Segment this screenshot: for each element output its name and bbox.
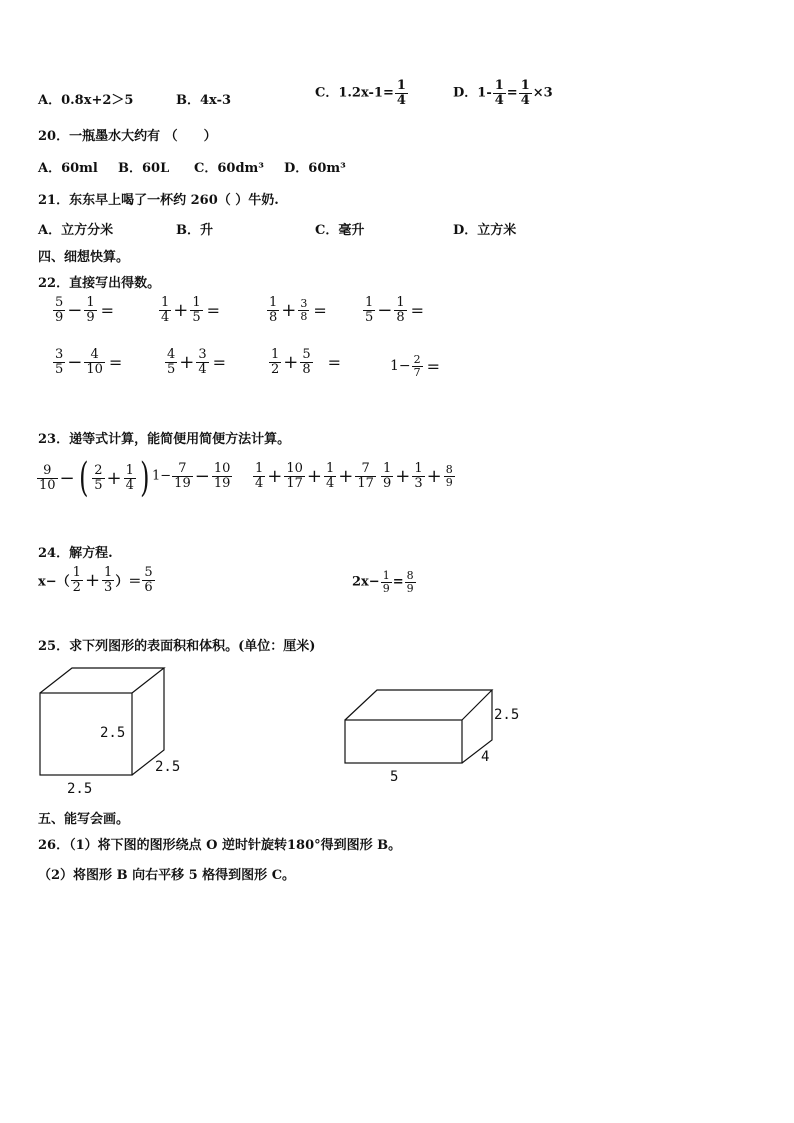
q20-option-c: C．60dm³ [194,161,264,176]
q21-option-c: C．毫升 [315,223,365,238]
cuboid-top-face [345,690,492,720]
cuboid-front-face [345,720,462,763]
q23-expr-2: 1− $\frac{7}{19}$ − $\frac{10}{19}$ [152,461,231,491]
q23-expr-4: $\frac{1}{9}$ + $\frac{1}{3}$ + $\frac{8}{9}$ [383,461,453,491]
q22-expr-5: $\frac{3}{5}$ − $\frac{4}{10}$ = [55,347,123,377]
q22-title: 22．直接写出得数。 [38,276,161,291]
cube-depth-label: 2.5 [155,759,181,775]
q21-title: 21．东东早上喝了一杯约 260（ ）牛奶. [38,193,279,208]
cube-width-label: 2.5 [67,781,93,797]
cuboid-figure [335,680,535,790]
q20-option-d: D．60m³ [284,161,346,176]
q21-option-b: B．升 [176,223,213,238]
q25-title: 25．求下列图形的表面积和体积。(单位：厘米) [38,639,316,654]
q20-title: 20．一瓶墨水大约有 （ ） [38,129,217,144]
cube-top-face [40,668,164,693]
cube-figure [30,660,200,800]
q22-expr-1: $\frac{5}{9}$ − $\frac{1}{9}$ = [55,295,115,325]
section-5-heading: 五、能写会画。 [38,812,130,827]
q19-option-d: D．1- $\frac{1}{4}$ = $\frac{1}{4}$ ×3 [453,78,553,108]
cube-height-label: 2.5 [100,725,126,741]
q26-part-1: 26．（1）将下图的图形绕点 O 逆时针旋转180°得到图形 B。 [38,838,402,853]
q24-equation-2: 2x− $\frac{1}{9}$ = $\frac{8}{9}$ [352,569,414,595]
q26-part-2: （2）将图形 B 向右平移 5 格得到图形 C。 [38,868,296,883]
cuboid-width-label: 5 [390,769,399,785]
q24-title: 24．解方程. [38,546,113,561]
fraction: $\frac{1}{4}$ [520,78,530,108]
q24-equation-1: x−（ $\frac{1}{2}$ + $\frac{1}{3}$ ）＝ $\frac{5}{6}$ [38,565,153,595]
q23-title: 23．递等式计算，能简便用简便方法计算。 [38,432,291,447]
q19-option-c: C．1.2x-1= $\frac{1}{4}$ [315,78,406,108]
q20-option-b: B．60L [118,161,170,176]
q22-expr-4: $\frac{1}{5}$ − $\frac{1}{8}$ = [365,295,425,325]
q22-expr-3: $\frac{1}{8}$ + $\frac{3}{8}$ = [269,295,327,325]
q21-option-a: A．立方分米 [38,223,114,238]
cuboid-height-label: 2.5 [494,707,520,723]
q23-expr-1: $\frac{9}{10}$ − ( $\frac{2}{5}$ + $\frac{1}{4}$ ) [39,455,150,501]
q21-option-d: D．立方米 [453,223,517,238]
q22-expr-7: $\frac{1}{2}$ + $\frac{5}{8}$ = [271,347,342,377]
fraction: $\frac{1}{4}$ [494,78,504,108]
section-4-heading: 四、细想快算。 [38,250,130,265]
fraction: $\frac{1}{4}$ [396,78,406,108]
q19-option-b: B．4x-3 [176,93,232,108]
q22-expr-6: $\frac{4}{5}$ + $\frac{3}{4}$ = [167,347,227,377]
q19-option-a: A．0.8x+2＞5 [38,93,134,108]
q22-expr-2: $\frac{1}{4}$ + $\frac{1}{5}$ = [161,295,221,325]
cuboid-depth-label: 4 [481,749,490,765]
q23-expr-3: $\frac{1}{4}$ + $\frac{10}{17}$ + $\frac{1}{4}$ + $\frac{7}{17}$ [255,461,374,491]
q22-expr-8: 1− $\frac{2}{7}$ = [390,353,441,379]
q20-option-a: A．60ml [38,161,98,176]
